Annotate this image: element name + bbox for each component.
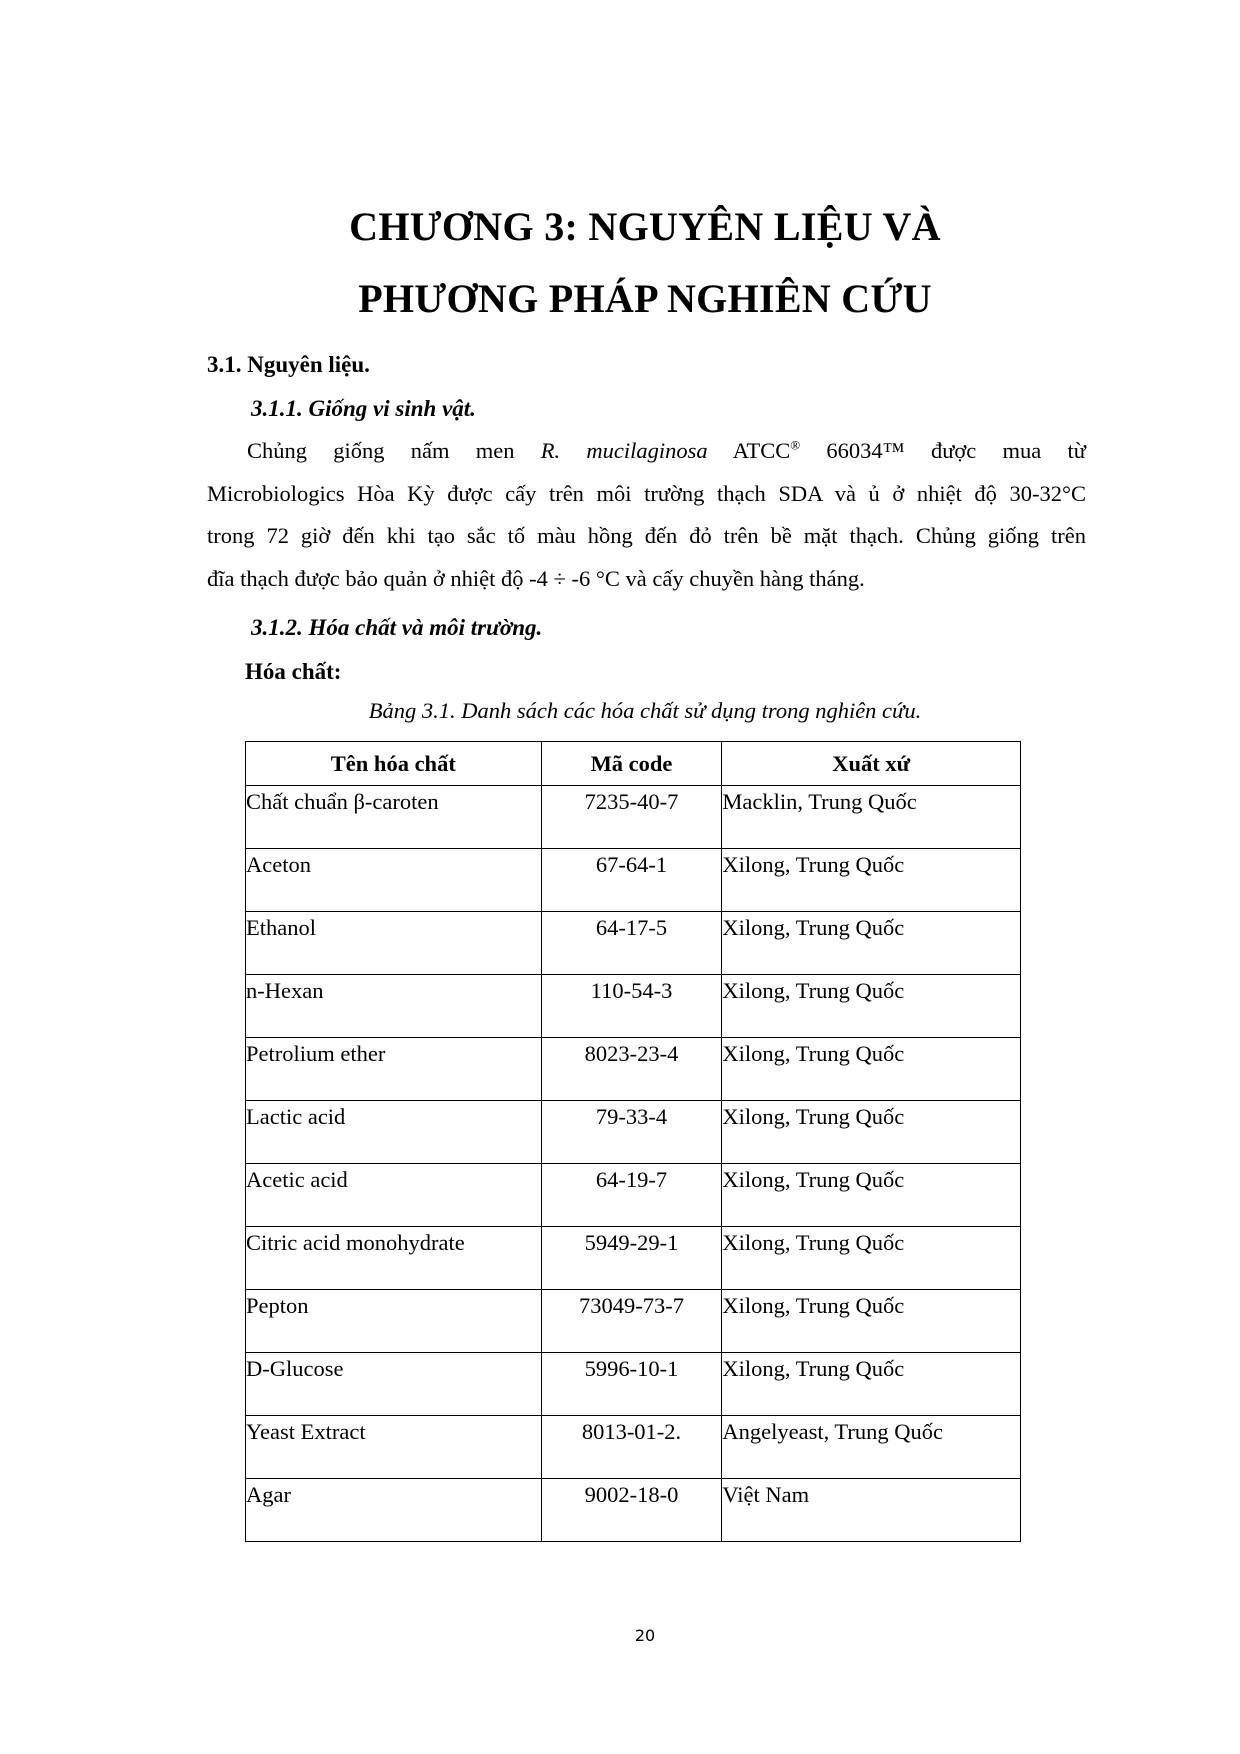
paragraph-line: Chủng giống nấm men R. mucilaginosa ATCC® 66034™ được mua từ bbox=[247, 437, 1086, 463]
chemical-name: D-Glucose bbox=[246, 1353, 542, 1416]
table-header-row bbox=[246, 742, 1021, 786]
column-header-code: Mã code bbox=[541, 742, 722, 786]
chemical-origin: Việt Nam bbox=[722, 1479, 1021, 1542]
chemical-code: 8023-23-4 bbox=[541, 1038, 722, 1101]
chemical-name: Aceton bbox=[246, 849, 542, 912]
chemical-origin: Xilong, Trung Quốc bbox=[722, 975, 1021, 1038]
subsection-heading-chemicals: 3.1.2. Hóa chất và môi trường. bbox=[251, 615, 543, 640]
chemicals-table bbox=[245, 741, 1021, 1542]
chemical-code: 67-64-1 bbox=[541, 849, 722, 912]
chemical-name: Yeast Extract bbox=[246, 1416, 542, 1479]
table-row bbox=[246, 1164, 1021, 1227]
table-row bbox=[246, 1290, 1021, 1353]
chemical-name: Citric acid monohydrate bbox=[246, 1227, 542, 1290]
chemical-name: Petrolium ether bbox=[246, 1038, 542, 1101]
chemical-origin: Angelyeast, Trung Quốc bbox=[722, 1416, 1021, 1479]
table-row bbox=[246, 912, 1021, 975]
column-header-origin: Xuất xứ bbox=[722, 742, 1021, 786]
chemical-code: 7235-40-7 bbox=[541, 786, 722, 849]
chemical-origin: Xilong, Trung Quốc bbox=[722, 1164, 1021, 1227]
chemical-origin: Xilong, Trung Quốc bbox=[722, 1290, 1021, 1353]
chemical-name: n-Hexan bbox=[246, 975, 542, 1038]
paragraph-line: Microbiologics Hòa Kỳ được cấy trên môi trường thạch SDA và ủ ở nhiệt độ 30-32°C bbox=[207, 480, 1086, 506]
chemical-code: 64-17-5 bbox=[541, 912, 722, 975]
paragraph-line: trong 72 giờ đến khi tạo sắc tố màu hồng đến đỏ trên bề mặt thạch. Chủng giống trên bbox=[207, 523, 1086, 548]
species-name: R. mucilaginosa bbox=[540, 438, 708, 463]
chemicals-label: Hóa chất: bbox=[245, 659, 342, 684]
section-heading: 3.1. Nguyên liệu. bbox=[207, 352, 370, 377]
chemical-name: Lactic acid bbox=[246, 1101, 542, 1164]
chemical-code: 5996-10-1 bbox=[541, 1353, 722, 1416]
table-row bbox=[246, 1416, 1021, 1479]
microorganism-paragraph bbox=[207, 430, 1086, 600]
table-row bbox=[246, 786, 1021, 849]
chapter-title-line1: CHƯƠNG 3: NGUYÊN LIỆU VÀ bbox=[349, 204, 941, 249]
table-row bbox=[246, 1227, 1021, 1290]
chemical-name: Chất chuẩn β-caroten bbox=[246, 786, 542, 849]
chemical-code: 64-19-7 bbox=[541, 1164, 722, 1227]
chemical-origin: Xilong, Trung Quốc bbox=[722, 1038, 1021, 1101]
chemical-name: Agar bbox=[246, 1479, 542, 1542]
chemical-code: 110-54-3 bbox=[541, 975, 722, 1038]
chapter-title-line2: PHƯƠNG PHÁP NGHIÊN CỨU bbox=[358, 276, 932, 321]
chemical-origin: Macklin, Trung Quốc bbox=[722, 786, 1021, 849]
table-row bbox=[246, 849, 1021, 912]
chemical-name: Pepton bbox=[246, 1290, 542, 1353]
chemical-code: 8013-01-2. bbox=[541, 1416, 722, 1479]
table-row bbox=[246, 1038, 1021, 1101]
table-row bbox=[246, 1353, 1021, 1416]
chemical-origin: Xilong, Trung Quốc bbox=[722, 1227, 1021, 1290]
table-caption: Bảng 3.1. Danh sách các hóa chất sử dụng trong nghiên cứu. bbox=[368, 698, 922, 723]
paragraph-line: đĩa thạch được bảo quản ở nhiệt độ -4 ÷ -6 °C và cấy chuyền hàng tháng. bbox=[207, 565, 865, 591]
table-row bbox=[246, 1101, 1021, 1164]
table-row bbox=[246, 1479, 1021, 1542]
registered-mark: ® bbox=[790, 437, 801, 453]
column-header-name: Tên hóa chất bbox=[246, 742, 542, 786]
subsection-heading-microorganism: 3.1.1. Giống vi sinh vật. bbox=[251, 396, 476, 421]
table-row bbox=[246, 975, 1021, 1038]
chemical-code: 5949-29-1 bbox=[541, 1227, 722, 1290]
chemical-code: 73049-73-7 bbox=[541, 1290, 722, 1353]
chemical-name: Ethanol bbox=[246, 912, 542, 975]
chemical-code: 79-33-4 bbox=[541, 1101, 722, 1164]
chemical-origin: Xilong, Trung Quốc bbox=[722, 1101, 1021, 1164]
chemical-origin: Xilong, Trung Quốc bbox=[722, 912, 1021, 975]
chemical-code: 9002-18-0 bbox=[541, 1479, 722, 1542]
chemical-name: Acetic acid bbox=[246, 1164, 542, 1227]
page-number: 20 bbox=[634, 1626, 656, 1645]
chemical-origin: Xilong, Trung Quốc bbox=[722, 1353, 1021, 1416]
chemical-origin: Xilong, Trung Quốc bbox=[722, 849, 1021, 912]
